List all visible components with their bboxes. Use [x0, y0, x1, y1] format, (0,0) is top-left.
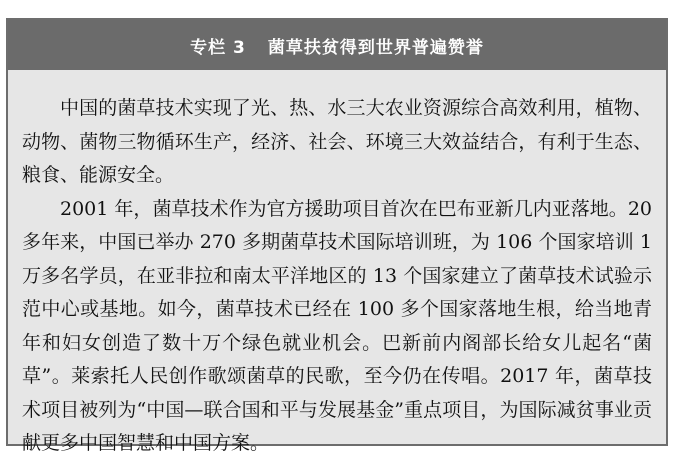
- box-title: 菌草扶贫得到世界普遍赞誉: [267, 37, 484, 58]
- paragraph: 中国的菌草技术实现了光、热、水三大农业资源综合高效利用，植物、动物、菌物三物循环生产，经济、社会、环境三大效益结合，有利于生态、粮食、能源安全。: [22, 97, 652, 186]
- box-body: [8, 70, 666, 461]
- sidebar-box: [6, 18, 668, 454]
- box-header: [8, 20, 666, 70]
- box-label: 专栏 3: [190, 37, 246, 58]
- paragraph: 2001 年，菌草技术作为官方援助项目首次在巴布亚新几内亚落地。20 多年来，中国已举办 270 多期菌草技术国际培训班，为 106 个国家培训 1 万多名学员，在亚非拉和南太平洋地区的 13 个国家建立了菌草技术试验示范中心或基地。如今，菌草技术已经在 100 多个国家落地生根，给当地青年和妇女创造了数十万个绿色就业机会。巴新前内阁部长给女儿起名“菌草”。莱索托人民创作歌颂菌草的民歌，至今仍在传唱。2017 年，菌草技术项目被列为“中国—联合国和平与发展基金”重点项目，为国际减贫事业贡献更多中国智慧和中国方案。: [22, 197, 652, 454]
